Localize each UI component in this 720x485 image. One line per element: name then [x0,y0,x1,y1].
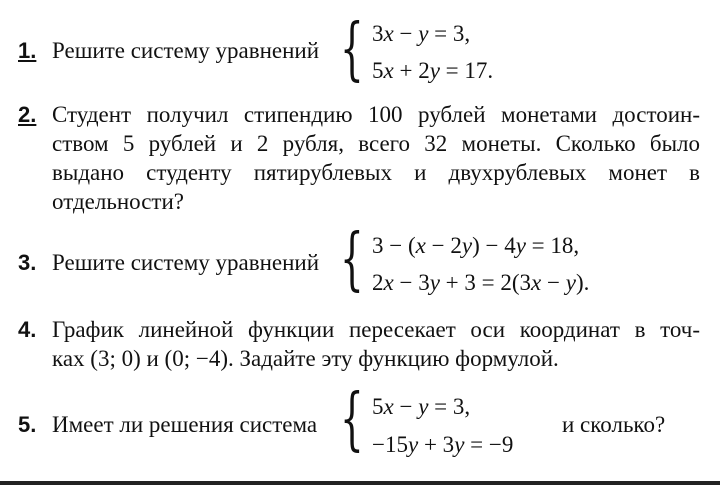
problem-suffix: и сколько? [562,412,666,437]
problem-number: 1. [18,38,37,63]
problem-text: Имеет ли решения система [52,412,318,437]
text-line: выдано студенту пятирублевых и двухрублевых монет в [52,160,700,185]
equation-1: 3x − y = 3, [372,21,471,46]
system-brace: { [340,10,364,89]
equation-1: 5x − y = 3, [372,394,471,419]
text-line: ках (3; 0) и (0; −4). Задайте эту функцию формулой. [52,346,559,371]
text-line: График линейной функции пересекает оси координат в точ- [52,317,700,342]
problem-text: Решите систему уравнений [52,250,320,275]
text-line: отдельности? [52,189,184,214]
problem-number: 3. [18,250,37,275]
equation-2: 5x + 2y = 17. [372,58,494,83]
system-brace: { [340,220,364,299]
equation-1: 3 − (x − 2y) − 4y = 18, [372,233,580,258]
problem-number: 4. [18,317,37,342]
system-brace: { [340,380,364,459]
page-bottom-rule [0,481,720,485]
equation-2: −15y + 3y = −9 [372,432,514,457]
problem-text [52,315,700,373]
problem-text [52,100,700,216]
equation-2: 2x − 3y + 3 = 2(3x − y). [372,270,590,295]
text-line: Студент получил стипендию 100 рублей монетами достоин- [52,102,700,127]
text-line: ством 5 рублей и 2 рубля, всего 32 монеты. Сколько было [52,131,700,156]
problem-text: Решите систему уравнений [52,38,320,63]
problem-number: 5. [18,412,37,437]
problem-number: 2. [18,102,37,127]
